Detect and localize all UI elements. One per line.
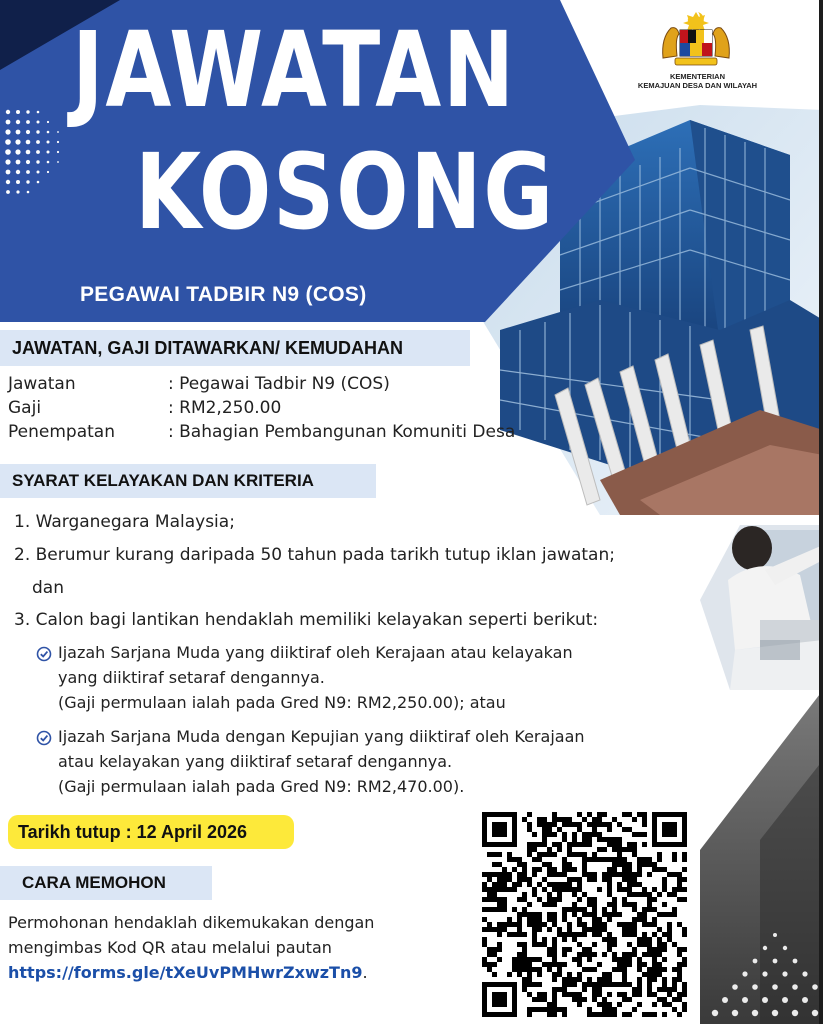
section-heading-cara: CARA MEMOHON — [0, 866, 212, 900]
info-row-gaji — [8, 398, 281, 418]
check-circle-icon — [36, 646, 52, 662]
apply-line2: mengimbas Kod QR atau melalui pautan — [8, 938, 332, 957]
main-title-line1: JAWATAN — [72, 9, 516, 131]
requirement-item-3: 3. Calon bagi lantikan hendaklah memiliki kelayakan seperti berikut: — [14, 610, 599, 630]
position-subtitle: PEGAWAI TADBIR N9 (COS) — [80, 283, 367, 306]
malaysia-coat-of-arms-icon — [655, 8, 737, 70]
requirement-item-2: 2. Berumur kurang daripada 50 tahun pada tarikh tutup iklan jawatan; — [14, 545, 615, 565]
qualification-2-line3: (Gaji permulaan ialah pada Gred N9: RM2,470.00). — [58, 777, 465, 796]
application-form-link[interactable]: https://forms.gle/tXeUvPMHwrZxwzTn9 — [8, 963, 363, 982]
office-photo — [700, 525, 823, 690]
qualification-2-line1: Ijazah Sarjana Muda dengan Kepujian yang diiktiraf oleh Kerajaan — [58, 727, 585, 746]
ministry-line2: KEMAJUAN DESA DAN WILAYAH — [637, 81, 758, 90]
check-circle-icon — [36, 730, 52, 746]
closing-date-badge: Tarikh tutup : 12 April 2026 — [8, 815, 294, 849]
info-label: Penempatan — [8, 422, 115, 442]
info-value: : Bahagian Pembangunan Komuniti Desa — [168, 422, 516, 442]
info-label: Gaji — [8, 398, 42, 418]
ministry-line1: KEMENTERIAN — [669, 72, 725, 81]
info-row-jawatan — [8, 374, 390, 394]
main-title-line2: KOSONG — [135, 131, 555, 253]
section-heading-syarat: SYARAT KELAYAKAN DAN KRITERIA — [0, 464, 376, 498]
section-heading-jawatan: JAWATAN, GAJI DITAWARKAN/ KEMUDAHAN — [0, 330, 470, 366]
apply-line1: Permohonan hendaklah dikemukakan dengan — [8, 913, 375, 932]
ministry-name — [615, 72, 780, 90]
qr-code-icon[interactable] — [482, 812, 687, 1017]
info-label: Jawatan — [8, 374, 76, 394]
qualification-2-line2: atau kelayakan yang diiktiraf setaraf dengannya. — [58, 752, 453, 771]
qualification-1-line3: (Gaji permulaan ialah pada Gred N9: RM2,250.00); atau — [58, 693, 506, 712]
qualification-1-line2: yang diiktiraf setaraf dengannya. — [58, 668, 325, 687]
info-value: : Pegawai Tadbir N9 (COS) — [168, 374, 390, 394]
requirement-item-1: 1. Warganegara Malaysia; — [14, 512, 235, 532]
qualification-1-line1: Ijazah Sarjana Muda yang diiktiraf oleh Kerajaan atau kelayakan — [58, 643, 573, 662]
info-value: : RM2,250.00 — [168, 398, 282, 418]
requirement-item-2-cont: dan — [32, 578, 64, 598]
info-row-penempatan — [8, 422, 515, 442]
apply-link-suffix: . — [362, 963, 368, 982]
apply-link-line — [8, 960, 374, 985]
apply-instructions — [8, 910, 374, 985]
